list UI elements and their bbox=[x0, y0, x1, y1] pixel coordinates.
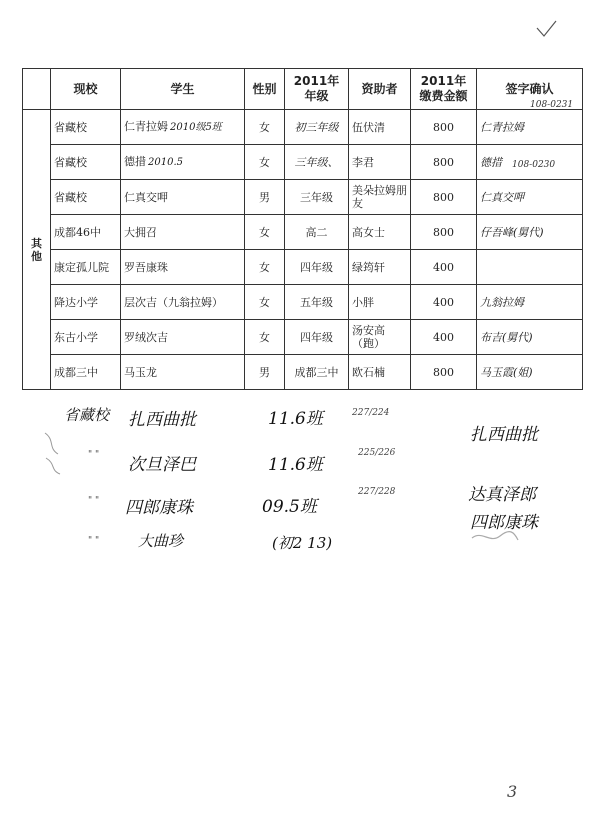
header-gender: 性别 bbox=[245, 69, 285, 110]
cell-gender: 女 bbox=[245, 285, 285, 320]
cell-grade: 四年级 bbox=[285, 320, 349, 355]
cell-gender: 女 bbox=[245, 320, 285, 355]
cell-gender: 女 bbox=[245, 250, 285, 285]
cell-sponsor: 欧石楠 bbox=[349, 355, 411, 390]
cell-school: 降达小学 bbox=[51, 285, 121, 320]
cell-amount: 400 bbox=[411, 285, 477, 320]
header-blank bbox=[23, 69, 51, 110]
cell-grade: 四年级 bbox=[285, 250, 349, 285]
cell-signature: 仁青拉姆 bbox=[477, 110, 583, 145]
cell-school: 省藏校 bbox=[51, 145, 121, 180]
student-note: 2010级5班 bbox=[170, 122, 222, 133]
cell-student: 仁真交呷 bbox=[121, 180, 245, 215]
table-row bbox=[23, 145, 583, 180]
cell-gender: 女 bbox=[245, 145, 285, 180]
sponsorship-table bbox=[22, 68, 583, 390]
cell-grade: 初三年级 bbox=[285, 110, 349, 145]
note-student-name: 大曲珍 bbox=[138, 532, 184, 550]
faded-scribble bbox=[470, 528, 520, 546]
cell-sponsor: 李君 bbox=[349, 145, 411, 180]
ditto-mark: " " bbox=[88, 496, 100, 506]
header-grade: 2011年 年级 bbox=[285, 69, 349, 110]
note-code: 225/226 bbox=[358, 448, 396, 458]
cell-signature: 仁真交呷 bbox=[477, 180, 583, 215]
note-student-name: 四郎康珠 bbox=[125, 498, 193, 518]
cell-gender: 男 bbox=[245, 180, 285, 215]
header-school: 现校 bbox=[51, 69, 121, 110]
cell-grade: 成都三中 bbox=[285, 355, 349, 390]
cell-student: 大拥召 bbox=[121, 215, 245, 250]
signature-code: 108-0231 bbox=[530, 100, 574, 110]
student-name: 德措 bbox=[124, 155, 146, 168]
cell-school: 东古小学 bbox=[51, 320, 121, 355]
cell-signature: 布吉(舅代) bbox=[477, 320, 583, 355]
note-student-name: 次旦泽巴 bbox=[128, 455, 196, 475]
header-student: 学生 bbox=[121, 69, 245, 110]
table-row bbox=[23, 320, 583, 355]
cell-student bbox=[121, 145, 245, 180]
cell-grade: 高二 bbox=[285, 215, 349, 250]
cell-school: 成都三中 bbox=[51, 355, 121, 390]
cell-amount: 800 bbox=[411, 180, 477, 215]
ditto-mark: " " bbox=[88, 450, 100, 460]
table-row bbox=[23, 110, 583, 145]
cell-grade: 三年级 bbox=[285, 180, 349, 215]
cell-student: 罗吾康珠 bbox=[121, 250, 245, 285]
note-code: 227/228 bbox=[358, 487, 396, 497]
note-right-name: 达真泽郎 bbox=[468, 485, 536, 505]
cell-amount: 800 bbox=[411, 355, 477, 390]
table-row bbox=[23, 215, 583, 250]
cell-sponsor: 美朵拉姆朋友 bbox=[349, 180, 411, 215]
check-mark-icon bbox=[535, 18, 557, 40]
cell-amount: 800 bbox=[411, 215, 477, 250]
cell-sponsor: 汤安高（跑） bbox=[349, 320, 411, 355]
cell-grade: 三年级、 bbox=[285, 145, 349, 180]
cell-signature: 仔吾峰(舅代) bbox=[477, 215, 583, 250]
table-row bbox=[23, 250, 583, 285]
signature-code: 108-0230 bbox=[512, 160, 556, 170]
table-row bbox=[23, 355, 583, 390]
header-amount: 2011年 缴费金额 bbox=[411, 69, 477, 110]
cell-signature: 德措 bbox=[477, 145, 583, 180]
group-label: 其他 bbox=[23, 110, 51, 390]
note-class: 09.5班 bbox=[262, 497, 317, 517]
cell-amount: 400 bbox=[411, 250, 477, 285]
note-class: 11.6班 bbox=[268, 409, 323, 429]
cell-gender: 女 bbox=[245, 215, 285, 250]
cell-sponsor: 伍伏清 bbox=[349, 110, 411, 145]
page-number: 3 bbox=[507, 782, 518, 801]
cell-school: 成都46中 bbox=[51, 215, 121, 250]
note-right-name: 四郎康珠 bbox=[470, 513, 538, 533]
cell-grade: 五年级 bbox=[285, 285, 349, 320]
header-sponsor: 资助者 bbox=[349, 69, 411, 110]
cell-signature: 九翁拉姆 bbox=[477, 285, 583, 320]
cell-student bbox=[121, 110, 245, 145]
note-class: 11.6班 bbox=[268, 455, 323, 475]
cell-amount: 800 bbox=[411, 145, 477, 180]
table-header-row bbox=[23, 69, 583, 110]
margin-scribble bbox=[40, 428, 70, 478]
student-name: 仁青拉姆 bbox=[124, 120, 168, 133]
cell-sponsor: 小胖 bbox=[349, 285, 411, 320]
cell-signature: 马玉霞(姐) bbox=[477, 355, 583, 390]
note-code: 227/224 bbox=[352, 408, 390, 418]
student-note: 2010.5 bbox=[148, 157, 183, 168]
cell-student: 罗绒次吉 bbox=[121, 320, 245, 355]
note-extra: (初2 13) bbox=[272, 534, 333, 552]
cell-signature bbox=[477, 250, 583, 285]
cell-amount: 400 bbox=[411, 320, 477, 355]
cell-school: 康定孤儿院 bbox=[51, 250, 121, 285]
ditto-mark: " " bbox=[88, 536, 100, 546]
cell-sponsor: 高女士 bbox=[349, 215, 411, 250]
cell-school: 省藏校 bbox=[51, 180, 121, 215]
table-row bbox=[23, 180, 583, 215]
header-signature: 签字确认 bbox=[477, 69, 583, 110]
note-student-name: 扎西曲批 bbox=[128, 410, 196, 430]
cell-amount: 800 bbox=[411, 110, 477, 145]
table-row bbox=[23, 285, 583, 320]
cell-gender: 女 bbox=[245, 110, 285, 145]
cell-student: 马玉龙 bbox=[121, 355, 245, 390]
note-right-name: 扎西曲批 bbox=[470, 425, 538, 445]
cell-school: 省藏校 bbox=[51, 110, 121, 145]
cell-sponsor: 绿筠轩 bbox=[349, 250, 411, 285]
cell-student: 层次吉（九翁拉姆） bbox=[121, 285, 245, 320]
note-school: 省藏校 bbox=[64, 406, 110, 424]
cell-gender: 男 bbox=[245, 355, 285, 390]
